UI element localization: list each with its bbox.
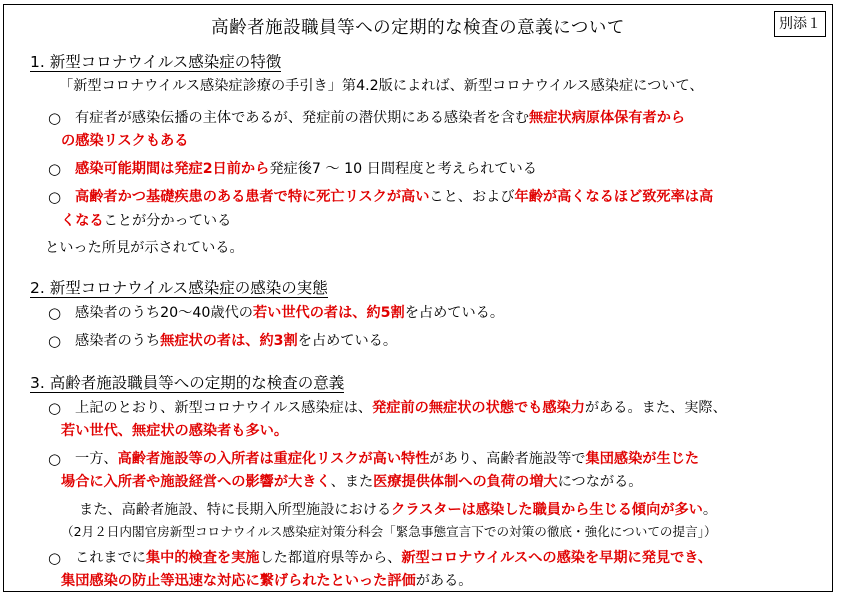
s3-bullet3-line2: 集団感染の防止等迅速な対応に繋げられたといった評価がある。 [61, 573, 473, 589]
bullet-circle-icon: ○ [48, 188, 62, 206]
bullet-circle-icon: ○ [48, 109, 62, 127]
attachment-badge: 別添１ [774, 11, 826, 37]
s1-bullet3-line1: 高齢者かつ基礎疾患のある患者で特に死亡リスクが高いこと、および年齢が高くなるほど致死率は高 [75, 189, 714, 205]
s1-bullet2: 感染可能期間は発症2日前から発症後7 ～ 10 日間程度と考えられている [75, 161, 537, 177]
s2-bullet2: 感染者のうち無症状の者は、約3割を占めている。 [75, 333, 398, 349]
page-title: 高齢者施設職員等への定期的な検査の意義について [211, 18, 625, 38]
s3-bullet3-line1: これまでに集中的検査を実施した都道府県等から、新型コロナウイルスへの感染を早期に発見でき、 [75, 550, 713, 566]
bullet-circle-icon: ○ [48, 450, 62, 468]
section1-intro: 「新型コロナウイルス感染症診療の手引き」第4.2版によれば、新型コロナウイルス感染症について、 [59, 78, 704, 94]
s1-bullet1-line1: 有症者が感染伝播の主体であるが、発症前の潜伏期にある感染者を含む無症状病原体保有者から [75, 110, 686, 126]
document-page [3, 4, 833, 592]
s3-bullet1-line2: 若い世代、無症状の感染者も多い。 [61, 423, 289, 439]
s3-bullet1-line1: 上記のとおり、新型コロナウイルス感染症は、発症前の無症状の状態でも感染力がある。また、実際、 [75, 400, 727, 416]
s3-paragraph: また、高齢者施設、特に長期入所型施設におけるクラスターは感染した職員から生じる傾向が多い。 [79, 502, 718, 518]
bullet-circle-icon: ○ [48, 160, 62, 178]
bullet-circle-icon: ○ [48, 332, 62, 350]
s3-source-note: （2月２日内閣官房新型コロナウイルス感染症対策分科会「緊急事態宣言下での対策の徹底・強化についての提言」） [61, 524, 717, 539]
section1-heading: 1. 新型コロナウイルス感染症の特徴 [30, 53, 282, 71]
bullet-circle-icon: ○ [48, 399, 62, 417]
s1-bullet1-line2: の感染リスクもある [61, 133, 189, 149]
section3-heading: 3. 高齢者施設職員等への定期的な検査の意義 [30, 374, 345, 392]
s2-bullet1: 感染者のうち20～40歳代の若い世代の者は、約5割を占めている。 [75, 305, 505, 321]
bullet-circle-icon: ○ [48, 549, 62, 567]
section1-closing: といった所見が示されている。 [45, 240, 244, 256]
section2-heading: 2. 新型コロナウイルス感染症の感染の実態 [30, 279, 328, 297]
s1-bullet3-line2: くなることが分かっている [61, 213, 232, 229]
s3-bullet2-line2: 場合に入所者や施設経営への影響が大きく、また医療提供体制への負荷の増大につながる。 [61, 474, 643, 490]
bullet-circle-icon: ○ [48, 304, 62, 322]
s3-bullet2-line1: 一方、高齢者施設等の入所者は重症化リスクが高い特性があり、高齢者施設等で集団感染が生じた [75, 451, 700, 467]
